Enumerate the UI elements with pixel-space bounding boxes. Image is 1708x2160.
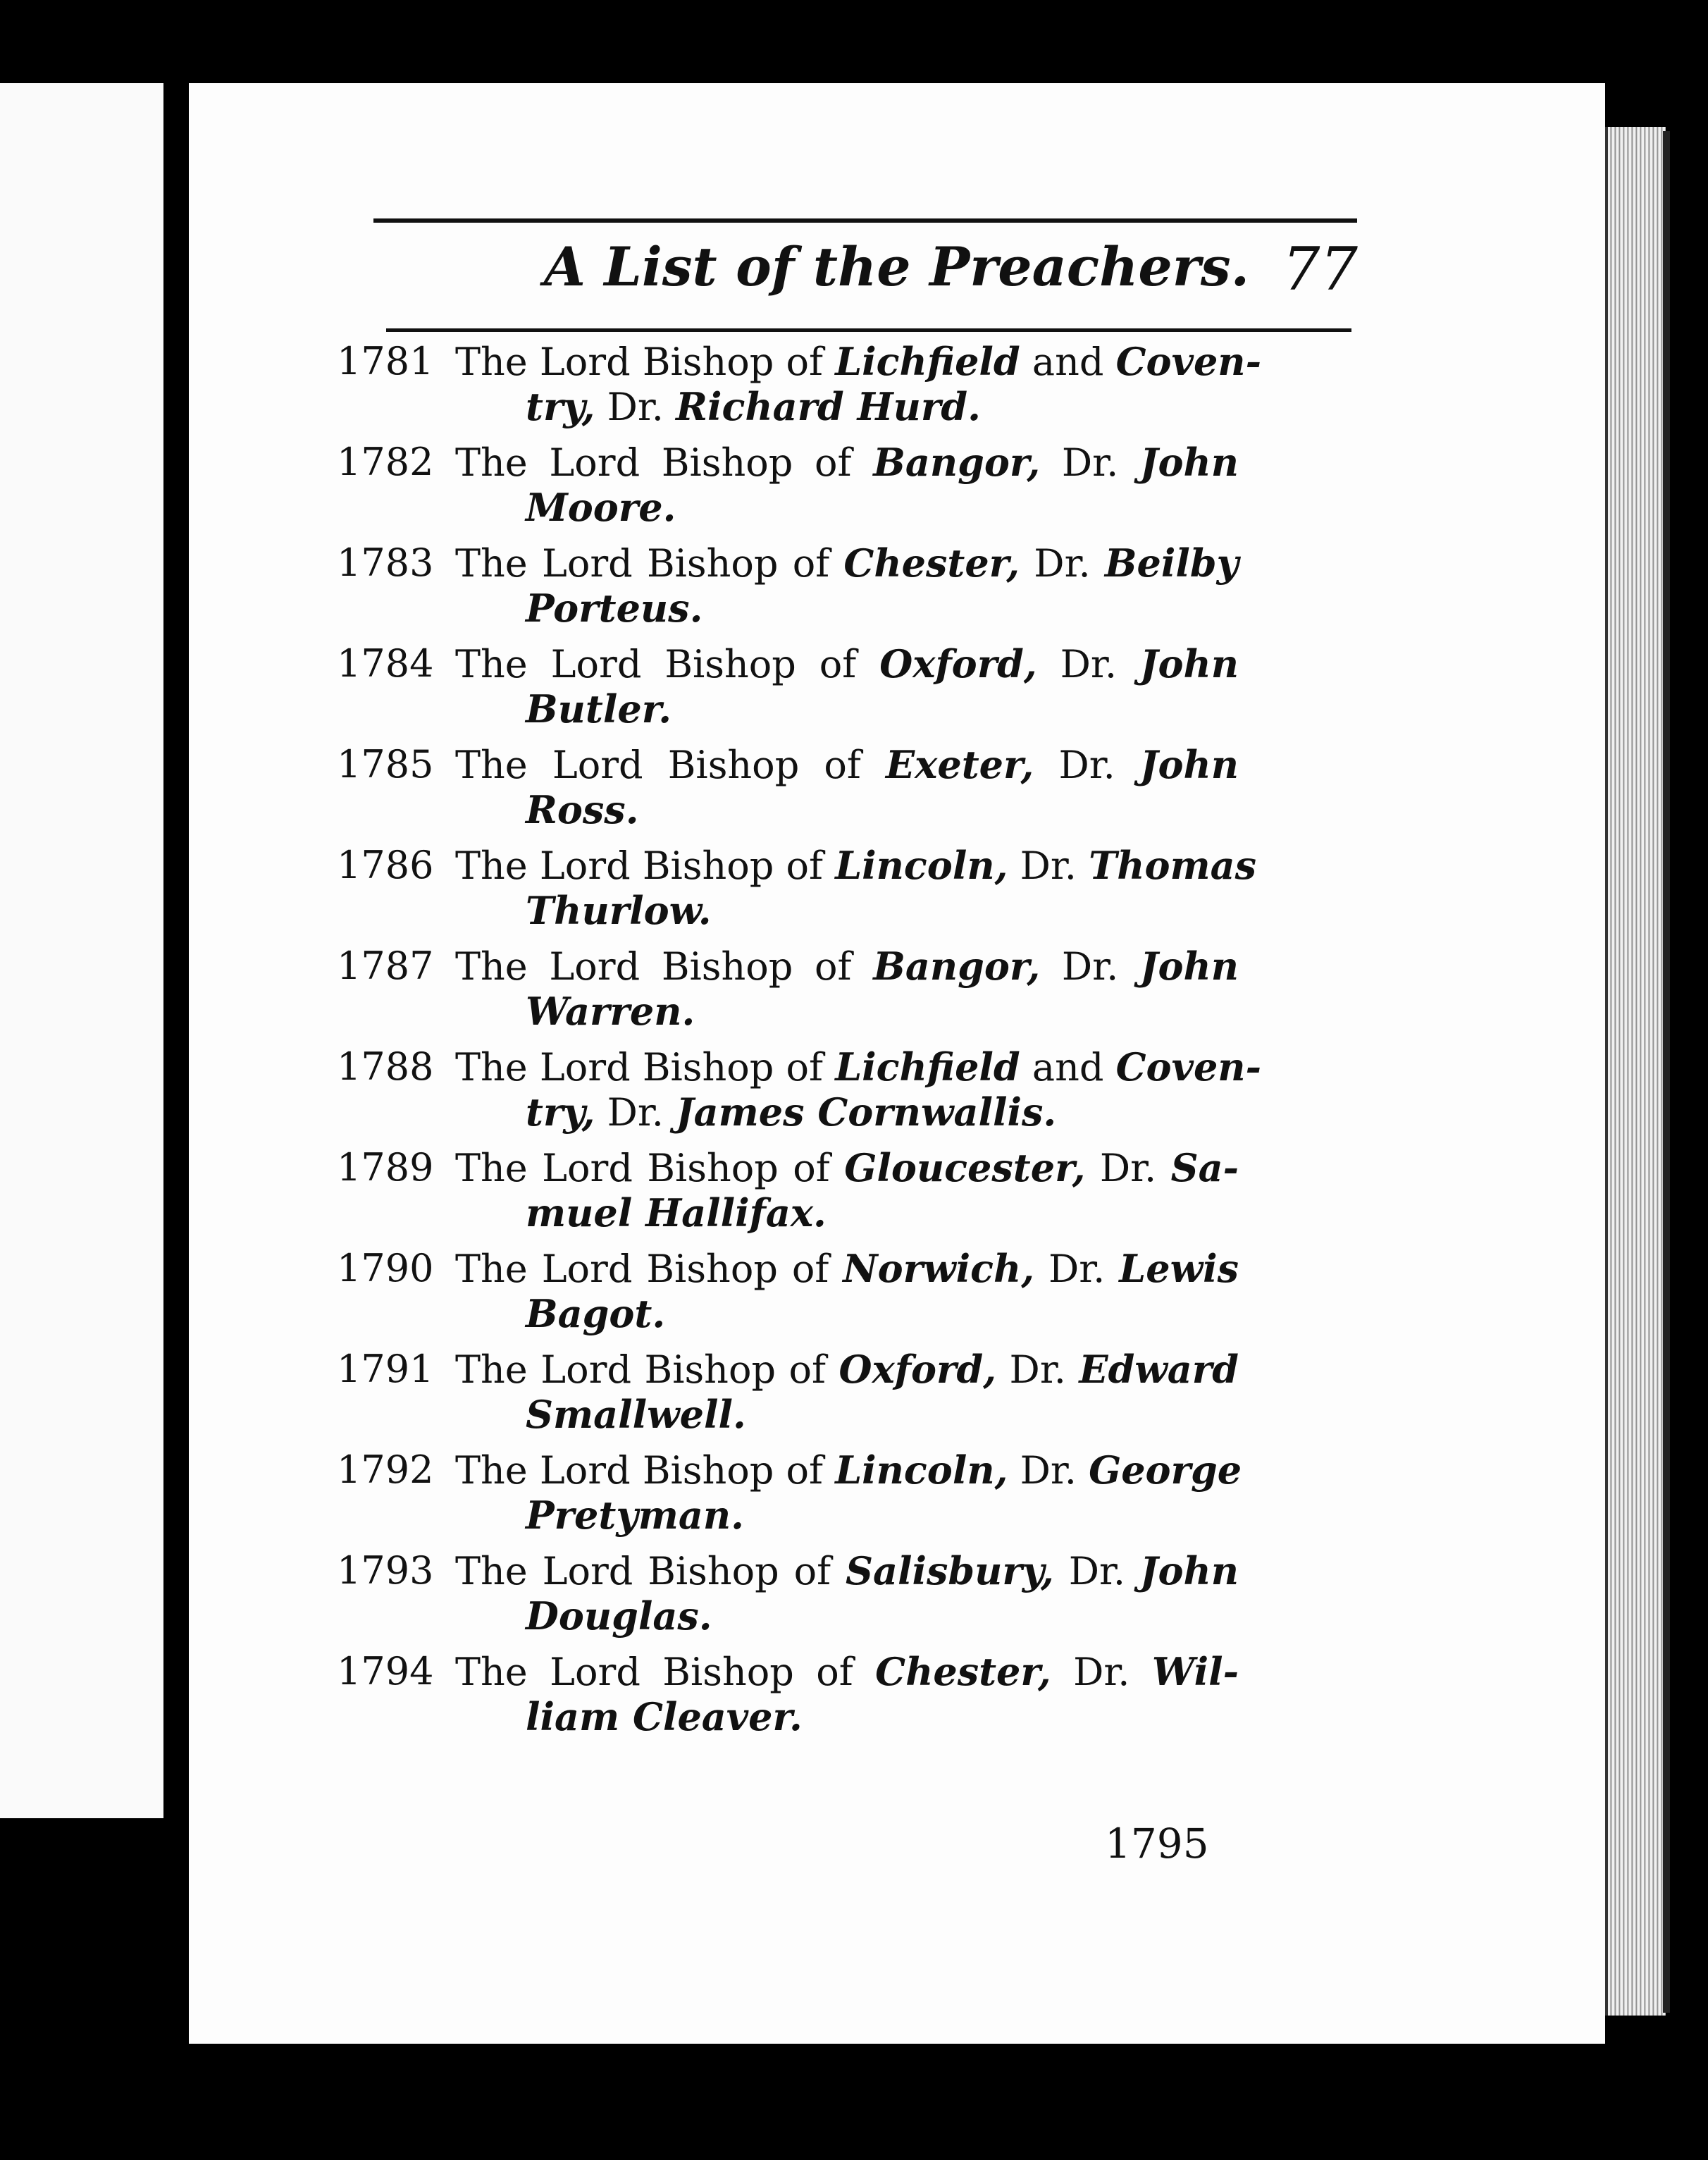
name-text: Gloucester, (844, 1145, 1086, 1190)
entry-continuation-line (526, 1692, 803, 1742)
page-edges-shadow (1663, 131, 1670, 2013)
name-text: Butler. (526, 686, 672, 732)
name-text: Lewis (1119, 1246, 1239, 1291)
book-gutter (163, 78, 189, 1825)
entry-text-line (455, 438, 1239, 488)
plain-text: and (1020, 340, 1116, 384)
plain-text: and (1020, 1045, 1116, 1090)
entry-continuation-line (526, 584, 703, 634)
plain-text: Dr. (1034, 743, 1140, 787)
plain-text: The Lord Bishop of (455, 944, 874, 989)
plain-text: The Lord Bishop of (455, 642, 880, 686)
page-number: 77 (1282, 235, 1358, 304)
plain-text: The Lord Bishop of (455, 1247, 843, 1291)
name-text: Ross. (526, 787, 639, 832)
name-text: John (1139, 1548, 1239, 1593)
name-text: Sa- (1170, 1145, 1239, 1190)
name-text: liam Cleaver. (526, 1694, 803, 1739)
name-text: try, (526, 384, 595, 429)
entry-continuation-line (526, 1591, 712, 1641)
entry-year: 1786 (337, 843, 434, 887)
entry-year: 1783 (337, 541, 434, 585)
name-text: Norwich, (843, 1246, 1035, 1291)
entry-text-line (455, 1042, 1261, 1092)
plain-text: Dr. (1020, 541, 1105, 586)
name-text: Bangor, (873, 944, 1041, 989)
entry-text-line (455, 337, 1261, 387)
name-text: Chester, (875, 1649, 1051, 1694)
entry-continuation-line (526, 987, 695, 1037)
list-entry (337, 1345, 1246, 1445)
entry-continuation-line (526, 886, 712, 936)
name-text: Oxford, (879, 641, 1037, 686)
name-text: John (1139, 944, 1239, 989)
entry-text-line (455, 1244, 1239, 1294)
name-text: Coven- (1115, 1044, 1261, 1090)
list-entry (337, 1647, 1246, 1748)
catchword: 1795 (1105, 1820, 1209, 1868)
list-entry (337, 639, 1246, 740)
plain-text: The Lord Bishop of (455, 1347, 839, 1392)
entry-text-line (455, 942, 1239, 992)
preachers-list (337, 337, 1261, 1748)
list-entry (337, 1445, 1246, 1546)
list-entry (337, 841, 1257, 942)
list-entry (337, 1042, 1261, 1143)
list-entry (337, 1244, 1246, 1345)
plain-text: The Lord Bishop of (455, 1045, 836, 1090)
plain-text: Dr. (1008, 1448, 1089, 1493)
entry-continuation-line (526, 382, 981, 432)
list-entry (337, 740, 1246, 841)
plain-text: The Lord Bishop of (455, 1549, 846, 1593)
name-text: Beilby (1104, 541, 1239, 586)
running-title: A List of the Preachers. (544, 235, 1250, 298)
name-text: muel Hallifax. (526, 1190, 827, 1235)
entry-year: 1787 (337, 944, 434, 988)
entry-year: 1789 (337, 1145, 434, 1190)
entry-text-line (455, 1647, 1239, 1697)
plain-text: Dr. (595, 385, 676, 429)
name-text: John (1139, 742, 1239, 787)
name-text: Douglas. (526, 1593, 712, 1638)
header-rule-bottom (386, 328, 1351, 332)
entry-text-line (455, 538, 1239, 588)
plain-text: Dr. (1051, 1650, 1152, 1694)
plain-text: The Lord Bishop of (455, 1650, 876, 1694)
plain-text: Dr. (1085, 1146, 1171, 1190)
name-text: James Cornwallis. (676, 1090, 1057, 1135)
plain-text: Dr. (1040, 440, 1140, 485)
name-text: Warren. (526, 989, 695, 1034)
entry-text-line (455, 1445, 1242, 1495)
entry-year: 1791 (337, 1347, 434, 1391)
name-text: Salisbury, (845, 1548, 1054, 1593)
entry-text-line (455, 639, 1239, 689)
name-text: try, (526, 1090, 595, 1135)
list-entry (337, 1143, 1246, 1244)
entry-text-line (455, 1546, 1239, 1596)
list-entry (337, 538, 1246, 639)
name-text: Thomas (1089, 843, 1257, 888)
entry-year: 1781 (337, 339, 434, 383)
name-text: John (1139, 641, 1239, 686)
entry-year: 1788 (337, 1044, 434, 1089)
plain-text: Dr. (595, 1090, 676, 1135)
plain-text: Dr. (1008, 844, 1089, 888)
name-text: Moore. (526, 485, 676, 530)
entry-year: 1790 (337, 1246, 434, 1290)
plain-text: Dr. (1034, 1247, 1120, 1291)
name-text: Wil- (1151, 1649, 1239, 1694)
entry-text-line (455, 740, 1239, 790)
entry-year: 1785 (337, 742, 434, 786)
name-text: Coven- (1115, 339, 1261, 384)
name-text: Edward (1079, 1347, 1239, 1392)
plain-text: The Lord Bishop of (455, 440, 874, 485)
entry-year: 1784 (337, 641, 434, 686)
name-text: Lichfield (835, 339, 1020, 384)
facing-page (0, 83, 163, 1818)
list-entry (337, 1546, 1246, 1647)
name-text: George (1089, 1448, 1242, 1493)
entry-text-line (455, 1345, 1239, 1395)
name-text: Oxford, (838, 1347, 997, 1392)
page-edges (1605, 127, 1666, 2016)
entry-year: 1782 (337, 440, 434, 484)
list-entry (337, 438, 1246, 538)
name-text: Lichfield (835, 1044, 1020, 1090)
plain-text: Dr. (1040, 944, 1140, 989)
entry-year: 1792 (337, 1448, 434, 1492)
entry-continuation-line (526, 1289, 665, 1339)
entry-text-line (455, 841, 1257, 891)
name-text: Lincoln, (835, 1448, 1008, 1493)
plain-text: The Lord Bishop of (455, 844, 836, 888)
plain-text: The Lord Bishop of (455, 743, 886, 787)
header-rule-top (373, 218, 1357, 223)
entry-continuation-line (526, 684, 672, 734)
entry-continuation-line (526, 1390, 746, 1440)
entry-year: 1794 (337, 1649, 434, 1693)
list-entry (337, 337, 1261, 438)
entry-continuation-line (526, 1188, 827, 1238)
plain-text: The Lord Bishop of (455, 541, 844, 586)
list-entry (337, 942, 1246, 1042)
plain-text: The Lord Bishop of (455, 340, 836, 384)
name-text: Chester, (843, 541, 1020, 586)
name-text: Exeter, (886, 742, 1034, 787)
entry-text-line (455, 1143, 1239, 1193)
name-text: Smallwell. (526, 1392, 746, 1437)
entry-continuation-line (526, 785, 639, 835)
entry-continuation-line (526, 1087, 1056, 1137)
name-text: Porteus. (526, 586, 703, 631)
name-text: Pretyman. (526, 1493, 744, 1538)
plain-text: The Lord Bishop of (455, 1448, 836, 1493)
name-text: Lincoln, (835, 843, 1008, 888)
plain-text: The Lord Bishop of (455, 1146, 845, 1190)
name-text: Thurlow. (526, 888, 712, 933)
entry-continuation-line (526, 483, 676, 533)
plain-text: Dr. (1053, 1549, 1140, 1593)
entry-year: 1793 (337, 1548, 434, 1593)
name-text: Bangor, (873, 440, 1041, 485)
plain-text: Dr. (996, 1347, 1079, 1392)
name-text: John (1139, 440, 1239, 485)
name-text: Bagot. (526, 1291, 666, 1336)
name-text: Richard Hurd. (676, 384, 981, 429)
entry-continuation-line (526, 1491, 744, 1541)
plain-text: Dr. (1036, 642, 1140, 686)
